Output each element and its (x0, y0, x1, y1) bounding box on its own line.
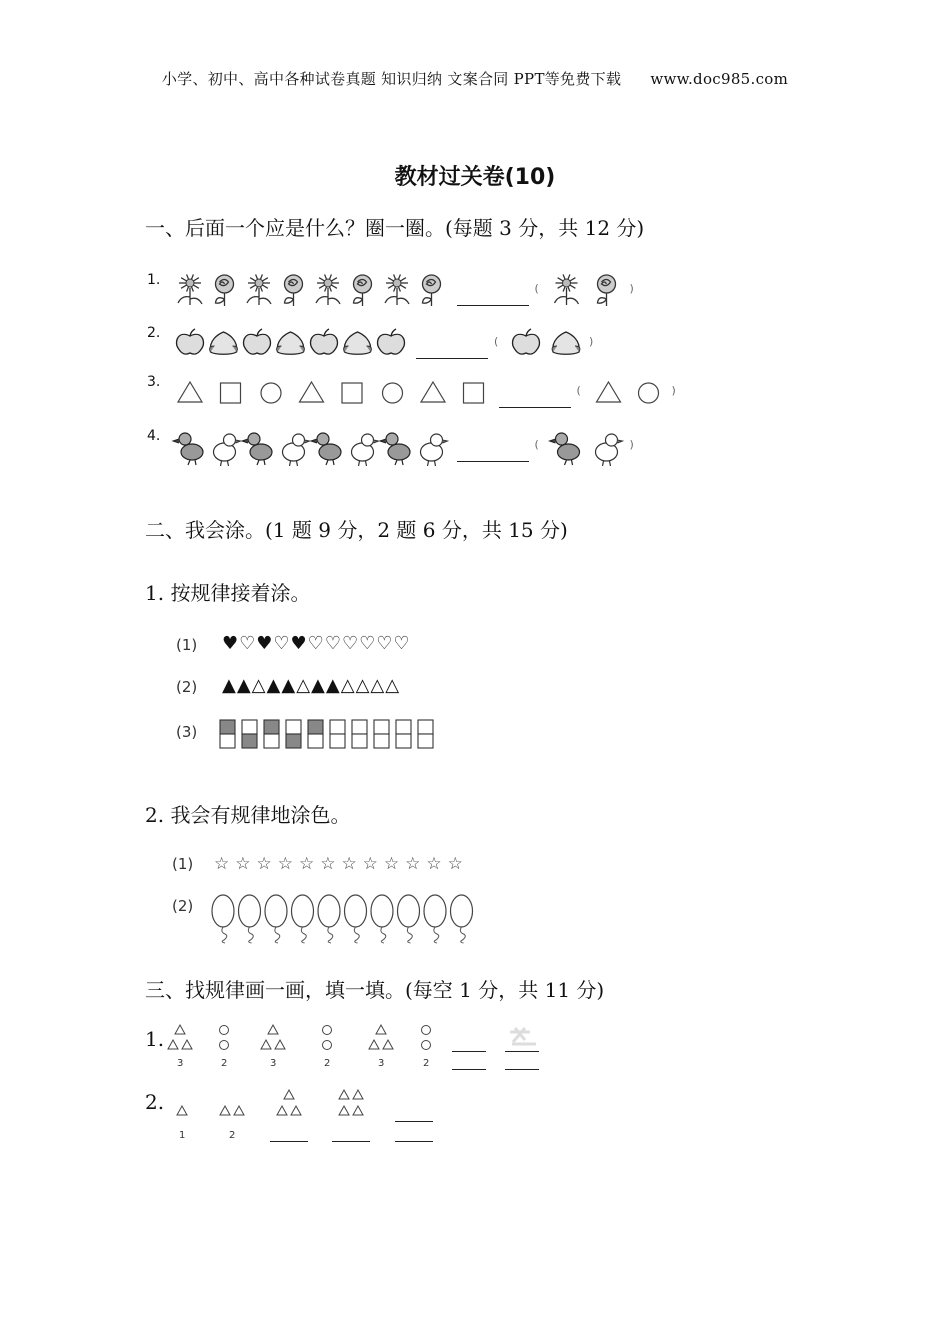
triangle-mark (277, 1106, 287, 1115)
paren-close: ) (629, 438, 634, 451)
q1-item2-label: (2) (176, 678, 198, 696)
section2-q1-title: 1. 按规律接着涂。 (145, 581, 311, 605)
triangle-mark (291, 1106, 301, 1115)
paren-close: ) (671, 384, 676, 397)
paren-close: ) (629, 282, 634, 295)
triangle-mark (182, 1040, 192, 1049)
q1-item2-triangles: ▲▲△▲▲△▲▲△△△△ (222, 675, 401, 696)
answer-blank (452, 1068, 486, 1070)
section1-heading: 一、后面一个应是什么？圈一圈。(每题 3 分，共 12 分) (145, 216, 645, 240)
triangle-mark (275, 1040, 285, 1049)
section2-heading: 二、我会涂。(1 题 9 分，2 题 6 分，共 15 分) (145, 518, 568, 542)
q1-item1-hearts: ♥♡♥♡♥♡♡♡♡♡♡ (222, 633, 411, 654)
answer-blank (505, 1050, 539, 1052)
circle-mark (422, 1026, 431, 1035)
q2-item1-label: (1) (172, 855, 194, 873)
figure-count: 2 (221, 1058, 228, 1069)
answer-blank (395, 1140, 433, 1142)
triangle-mark (376, 1025, 386, 1034)
triangle-mark (220, 1106, 230, 1115)
section1-row-num: 2. (147, 325, 161, 341)
paren-open: ( (576, 384, 581, 397)
answer-blank (332, 1140, 370, 1142)
circle-mark (422, 1041, 431, 1050)
circle-mark (220, 1041, 229, 1050)
section1-row-num: 4. (147, 428, 161, 444)
faded-answer-mark (510, 1028, 536, 1044)
figure-count: 1 (179, 1130, 186, 1141)
triangle-mark (175, 1025, 185, 1034)
circle-mark (323, 1041, 332, 1050)
header-text: 小学、初中、高中各种试卷真题 知识归纳 文案合同 PPT等免费下载 (161, 70, 622, 88)
triangle-mark (339, 1090, 349, 1099)
answer-blank (505, 1068, 539, 1070)
section3-q1-num: 1. (145, 1027, 165, 1051)
figure-count: 2 (423, 1058, 430, 1069)
section3-q2-num: 2. (145, 1090, 165, 1114)
section3-heading: 三、找规律画一画，填一填。(每空 1 分，共 11 分) (145, 978, 605, 1002)
triangle-mark (369, 1040, 379, 1049)
triangle-mark (268, 1025, 278, 1034)
figure-count: 2 (229, 1130, 236, 1141)
paren-close: ) (589, 335, 594, 348)
section2-q2-title: 2. 我会有规律地涂色。 (145, 803, 351, 827)
figure-count: 2 (324, 1058, 331, 1069)
circle-mark (220, 1026, 229, 1035)
circle-mark (323, 1026, 332, 1035)
paren-open: ( (534, 438, 539, 451)
triangle-mark (284, 1090, 294, 1099)
figure-count: 3 (177, 1058, 184, 1069)
q2-item2-label: (2) (172, 897, 194, 915)
section1-row-num: 1. (147, 272, 161, 288)
triangle-mark (383, 1040, 393, 1049)
triangle-mark (177, 1106, 187, 1115)
paren-open: ( (494, 335, 499, 348)
answer-blank (270, 1140, 308, 1142)
triangle-mark (353, 1106, 363, 1115)
q1-item3-label: (3) (176, 723, 198, 741)
figure-count: 3 (270, 1058, 277, 1069)
answer-blank (452, 1050, 486, 1052)
answer-blank (395, 1120, 433, 1122)
section1-row-num: 3. (147, 374, 161, 390)
triangle-mark (339, 1106, 349, 1115)
triangle-mark (261, 1040, 271, 1049)
figure-count: 3 (378, 1058, 385, 1069)
triangle-mark (353, 1090, 363, 1099)
paren-open: ( (534, 282, 539, 295)
header-site: www.doc985.com (650, 70, 789, 88)
q2-item1-stars: ☆☆☆☆☆☆☆☆☆☆☆☆ (214, 854, 469, 874)
triangle-mark (168, 1040, 178, 1049)
q1-item1-label: (1) (176, 636, 198, 654)
page-title: 教材过关卷(10) (394, 165, 556, 190)
triangle-mark (234, 1106, 244, 1115)
